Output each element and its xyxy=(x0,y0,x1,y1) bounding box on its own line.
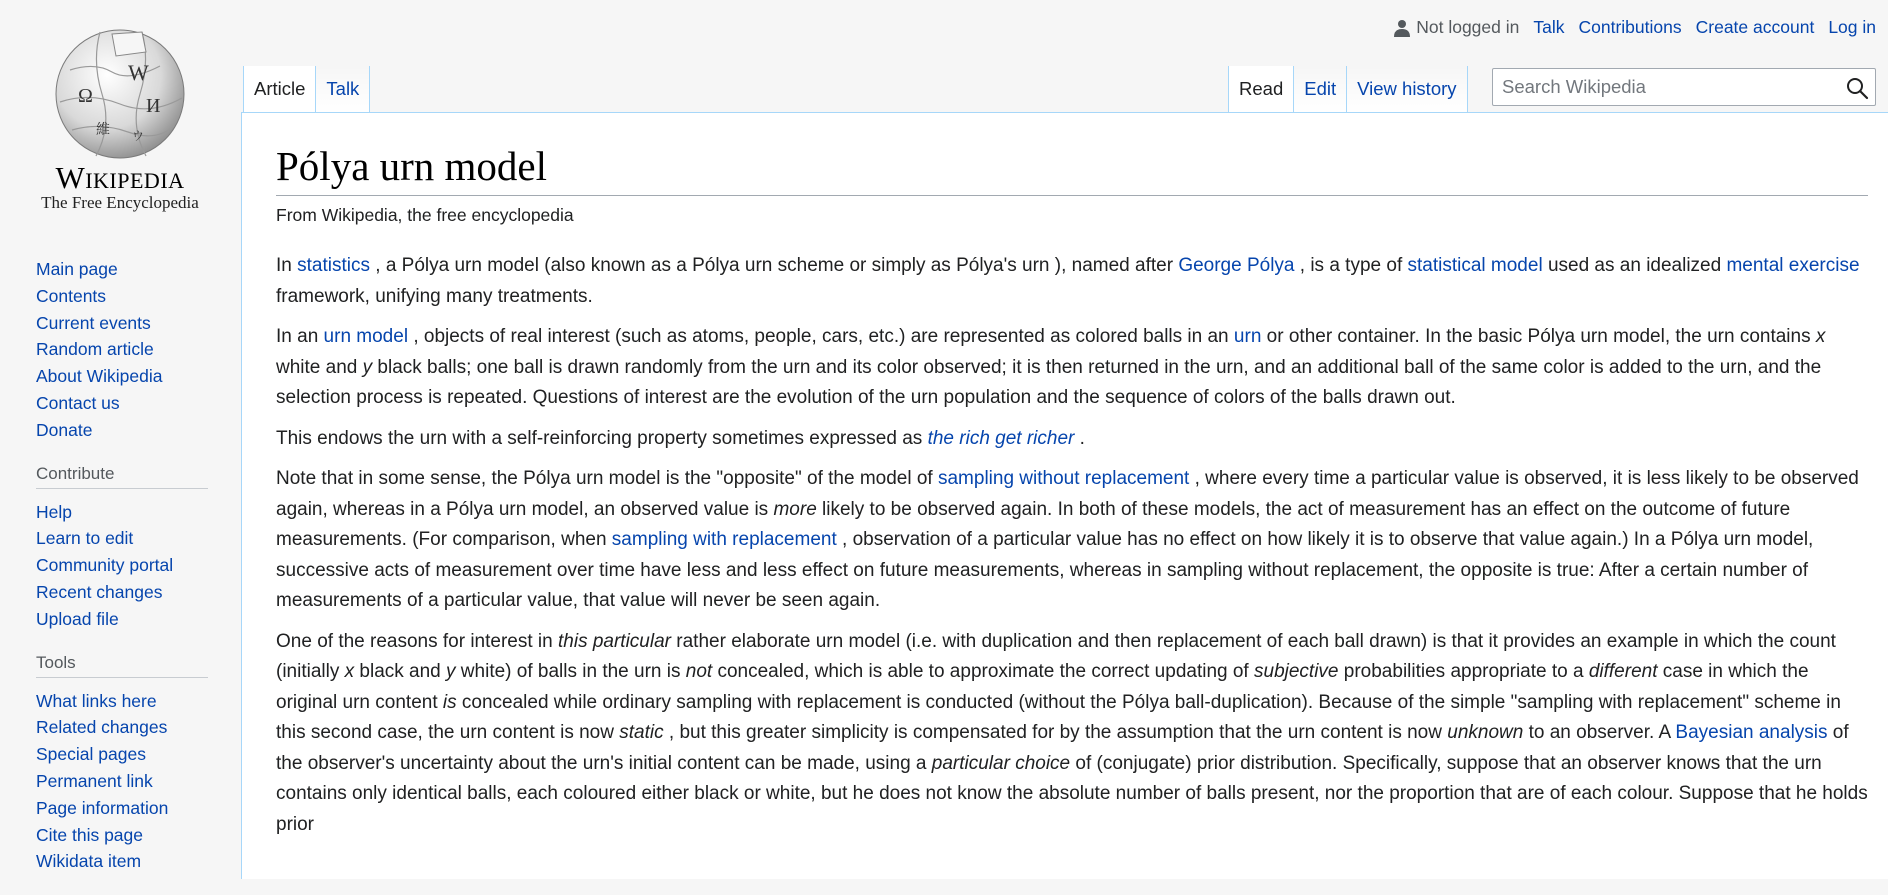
emphasis-text: y xyxy=(362,356,373,378)
tools-list xyxy=(36,688,212,876)
article-link[interactable]: statistics xyxy=(297,255,370,276)
sidebar-item xyxy=(36,714,212,741)
create-account-link[interactable]: Create account xyxy=(1695,17,1815,37)
tab-article-label: Article xyxy=(254,78,306,99)
article-link[interactable]: sampling with replacement xyxy=(611,529,837,550)
content xyxy=(241,112,1888,879)
sidebar-item xyxy=(36,256,212,283)
article-paragraph xyxy=(276,627,1872,841)
paragraph-text: In xyxy=(276,255,298,276)
paragraph-text: One of the reasons for interest in xyxy=(276,630,558,652)
paragraph-text: concealed while ordinary sampling with replacement is conducted (without the Pólya ball-duplication). Because of the simple "sampling with replacement" scheme in this second case, the urn content is now xyxy=(276,691,1841,743)
search-box xyxy=(1492,68,1876,106)
emphasis-text: this particular xyxy=(558,630,671,652)
sidebar-item xyxy=(36,795,212,822)
contribute-heading: Contribute xyxy=(36,464,208,489)
user-icon xyxy=(1394,19,1410,37)
globe-glyph-omega: Ω xyxy=(78,85,93,107)
paragraph-text: of (conjugate) prior distribution. Specifically, suppose that an observer knows that the urn contains only identical balls, each coloured either black or white, but he does not know the absolute number of balls present, nor the proportion that are of each colour. Suppose that he holds prior xyxy=(276,752,1868,835)
sidebar-item xyxy=(36,390,212,417)
navigation-list xyxy=(36,256,212,444)
paragraph-text: black and xyxy=(354,661,447,682)
sidebar-item xyxy=(36,768,212,795)
search-input[interactable] xyxy=(1493,69,1832,105)
emphasis-text: subjective xyxy=(1254,661,1339,682)
tab-talk[interactable] xyxy=(316,66,370,112)
nav-recent-changes[interactable]: Recent changes xyxy=(36,581,163,602)
sidebar-item xyxy=(36,336,212,363)
emphasis-text: particular choice xyxy=(931,752,1071,774)
sidebar-item xyxy=(36,310,212,337)
globe-glyph-katakana: ウ xyxy=(132,129,145,143)
wikipedia-logo[interactable] xyxy=(0,0,240,232)
emphasis-text: x xyxy=(1815,326,1826,347)
sidebar-item xyxy=(36,606,212,633)
paragraph-text: , where every time a particular value is observed, it is less likely to be observed again, whereas in a Pólya urn model, an observed value is xyxy=(276,468,1859,520)
paragraph-text: likely to be observed again. In both of these models, the act of measurement has an effect on the outcome of future measurements. (For comparison, when xyxy=(276,498,1791,550)
contribute-portal xyxy=(36,464,212,633)
sidebar-item xyxy=(36,525,212,552)
emphasis-text: y xyxy=(446,661,456,682)
paragraph-text: case in which the original urn content xyxy=(276,661,1809,713)
globe-glyph-i: И xyxy=(146,95,161,117)
paragraph-text: , observation of a particular value has no effect on how likely it is to observe that value again.) In a Pólya urn model, successive acts of measurement over time have less and less effect on future measurements, whereas in sampling without replacement, the opposite is true: After a certain number of measurements of a particular value, that value will never be seen again. xyxy=(276,529,1814,611)
article-body xyxy=(276,251,1872,850)
paragraph-text: used as an idealized xyxy=(1542,255,1727,276)
wikipedia-globe-icon xyxy=(50,22,190,162)
article-link[interactable]: the rich get richer xyxy=(927,427,1075,449)
nav-page-information[interactable]: Page information xyxy=(36,797,169,818)
namespace-tabs xyxy=(243,66,370,112)
navigation-portal xyxy=(36,256,212,444)
search-icon[interactable] xyxy=(1845,76,1869,100)
nav-help[interactable]: Help xyxy=(36,501,72,522)
sidebar-item xyxy=(36,822,212,849)
paragraph-text: , is a type of xyxy=(1294,255,1408,276)
nav-random-article[interactable]: Random article xyxy=(36,339,154,360)
emphasis-text: is xyxy=(442,691,457,713)
nav-main-page[interactable]: Main page xyxy=(36,259,118,279)
paragraph-text: of the observer's uncertainty about the urn's initial content can be made, using a xyxy=(276,722,1849,774)
tab-edit[interactable] xyxy=(1294,66,1347,112)
paragraph-text: white and xyxy=(276,356,363,378)
nav-permanent-link[interactable]: Permanent link xyxy=(36,770,153,791)
nav-upload-file[interactable]: Upload file xyxy=(36,608,119,629)
paragraph-text: , a Pólya urn model (also known as a Pólya urn scheme or simply as Pólya's urn ), named after xyxy=(369,255,1179,276)
site-subtitle: From Wikipedia, the free encyclopedia xyxy=(276,205,574,225)
sidebar-item xyxy=(36,552,212,579)
contribute-list xyxy=(36,499,212,633)
paragraph-text: or other container. In the basic Pólya urn model, the urn contains xyxy=(1261,326,1816,347)
log-in-link[interactable]: Log in xyxy=(1828,17,1876,37)
nav-current-events[interactable]: Current events xyxy=(36,312,151,333)
tab-article[interactable] xyxy=(243,66,316,112)
nav-contents[interactable]: Contents xyxy=(36,285,107,306)
paragraph-text: rather elaborate urn model (i.e. with duplication and then replacement of each ball drawn) is that it provides an example in which the count (initially xyxy=(276,630,1836,682)
paragraph-text: concealed, which is able to approximate the correct updating of xyxy=(712,661,1254,682)
nav-contact-us[interactable]: Contact us xyxy=(36,392,120,413)
emphasis-text: not xyxy=(685,661,713,682)
nav-community-portal[interactable]: Community portal xyxy=(36,555,174,576)
emphasis-text: static xyxy=(619,722,664,743)
paragraph-text: probabilities appropriate to a xyxy=(1338,661,1589,682)
emphasis-text: more xyxy=(773,498,817,520)
nav-learn-to-edit[interactable]: Learn to edit xyxy=(36,528,134,549)
article-paragraph xyxy=(276,464,1872,617)
sidebar xyxy=(36,256,212,895)
article-link[interactable]: urn xyxy=(1233,326,1262,347)
tools-portal xyxy=(36,653,212,876)
page-title: Pólya urn model xyxy=(276,141,1868,196)
article-paragraph xyxy=(276,424,1872,455)
sidebar-item xyxy=(36,363,212,390)
nav-about-wikipedia[interactable]: About Wikipedia xyxy=(36,366,163,387)
article-link[interactable]: mental exercise xyxy=(1726,255,1860,276)
paragraph-text: framework, unifying many treatments. xyxy=(276,285,593,307)
not-logged-in xyxy=(1394,17,1519,38)
emphasis-text: x xyxy=(344,661,355,682)
article-link[interactable]: statistical model xyxy=(1407,255,1543,276)
article-link[interactable]: sampling without replacement xyxy=(937,468,1190,489)
tab-view-history-label: View history xyxy=(1357,78,1457,99)
nav-special-pages[interactable]: Special pages xyxy=(36,744,146,765)
article-link[interactable]: Bayesian analysis xyxy=(1675,722,1828,743)
nav-wikidata-item[interactable]: Wikidata item xyxy=(36,851,142,872)
sidebar-item xyxy=(36,848,212,875)
tab-read[interactable] xyxy=(1228,66,1294,112)
emphasis-text: unknown xyxy=(1447,722,1524,743)
emphasis-text: different xyxy=(1588,661,1658,682)
nav-donate[interactable]: Donate xyxy=(36,419,93,440)
paragraph-text: In an xyxy=(276,326,324,347)
paragraph-text: , but this greater simplicity is compensated for by the assumption that the urn content is now xyxy=(663,722,1448,743)
nav-what-links-here[interactable]: What links here xyxy=(36,690,157,711)
sidebar-item xyxy=(36,499,212,526)
paragraph-text: , objects of real interest (such as atoms, people, cars, etc.) are represented as colored balls in an xyxy=(408,326,1234,347)
globe-glyph-w: W xyxy=(128,60,149,85)
globe-glyph-chinese: 維 xyxy=(96,122,110,138)
tab-edit-label: Edit xyxy=(1304,78,1337,99)
personal-tools xyxy=(1394,17,1876,38)
user-talk-link[interactable]: Talk xyxy=(1533,17,1565,37)
sidebar-item xyxy=(36,688,212,715)
logo-wordmark xyxy=(0,160,240,196)
user-contributions-link[interactable]: Contributions xyxy=(1578,17,1682,37)
paragraph-text: This endows the urn with a self-reinforcing property sometimes expressed as xyxy=(276,427,928,449)
paragraph-text: black balls; one ball is drawn randomly from the urn and its color observed; it is then returned in the urn, and an additional ball of the same color is added to the urn, and the selection process is repeated. Questions of interest are the evolution of the urn population and the sequence of colors of the balls drawn out. xyxy=(276,356,1822,408)
tools-heading: Tools xyxy=(36,653,208,678)
tab-talk-label: Talk xyxy=(326,78,360,99)
tab-view-history[interactable] xyxy=(1347,66,1467,112)
article-paragraph xyxy=(276,322,1872,414)
article-paragraph xyxy=(276,251,1872,312)
logo-tagline: The Free Encyclopedia xyxy=(41,193,199,212)
sidebar-item xyxy=(36,417,212,444)
sidebar-item xyxy=(36,741,212,768)
paragraph-text: Note that in some sense, the Pólya urn model is the "opposite" of the model of xyxy=(276,468,938,489)
not-logged-in-text: Not logged in xyxy=(1416,17,1520,37)
paragraph-text: . xyxy=(1074,427,1085,449)
sidebar-item xyxy=(36,579,212,606)
logo-wordmark-text: Wikipedia xyxy=(55,160,185,195)
paragraph-text: to an observer. A xyxy=(1523,722,1676,743)
nav-cite-this-page[interactable]: Cite this page xyxy=(36,824,144,845)
sidebar-item xyxy=(36,283,212,310)
article-link[interactable]: urn model xyxy=(323,326,409,347)
paragraph-text: white) of balls in the urn is xyxy=(455,661,686,682)
article-link[interactable]: George Pólya xyxy=(1178,255,1295,276)
view-tabs xyxy=(1228,66,1468,112)
tab-read-label: Read xyxy=(1239,78,1284,99)
nav-related-changes[interactable]: Related changes xyxy=(36,717,168,738)
